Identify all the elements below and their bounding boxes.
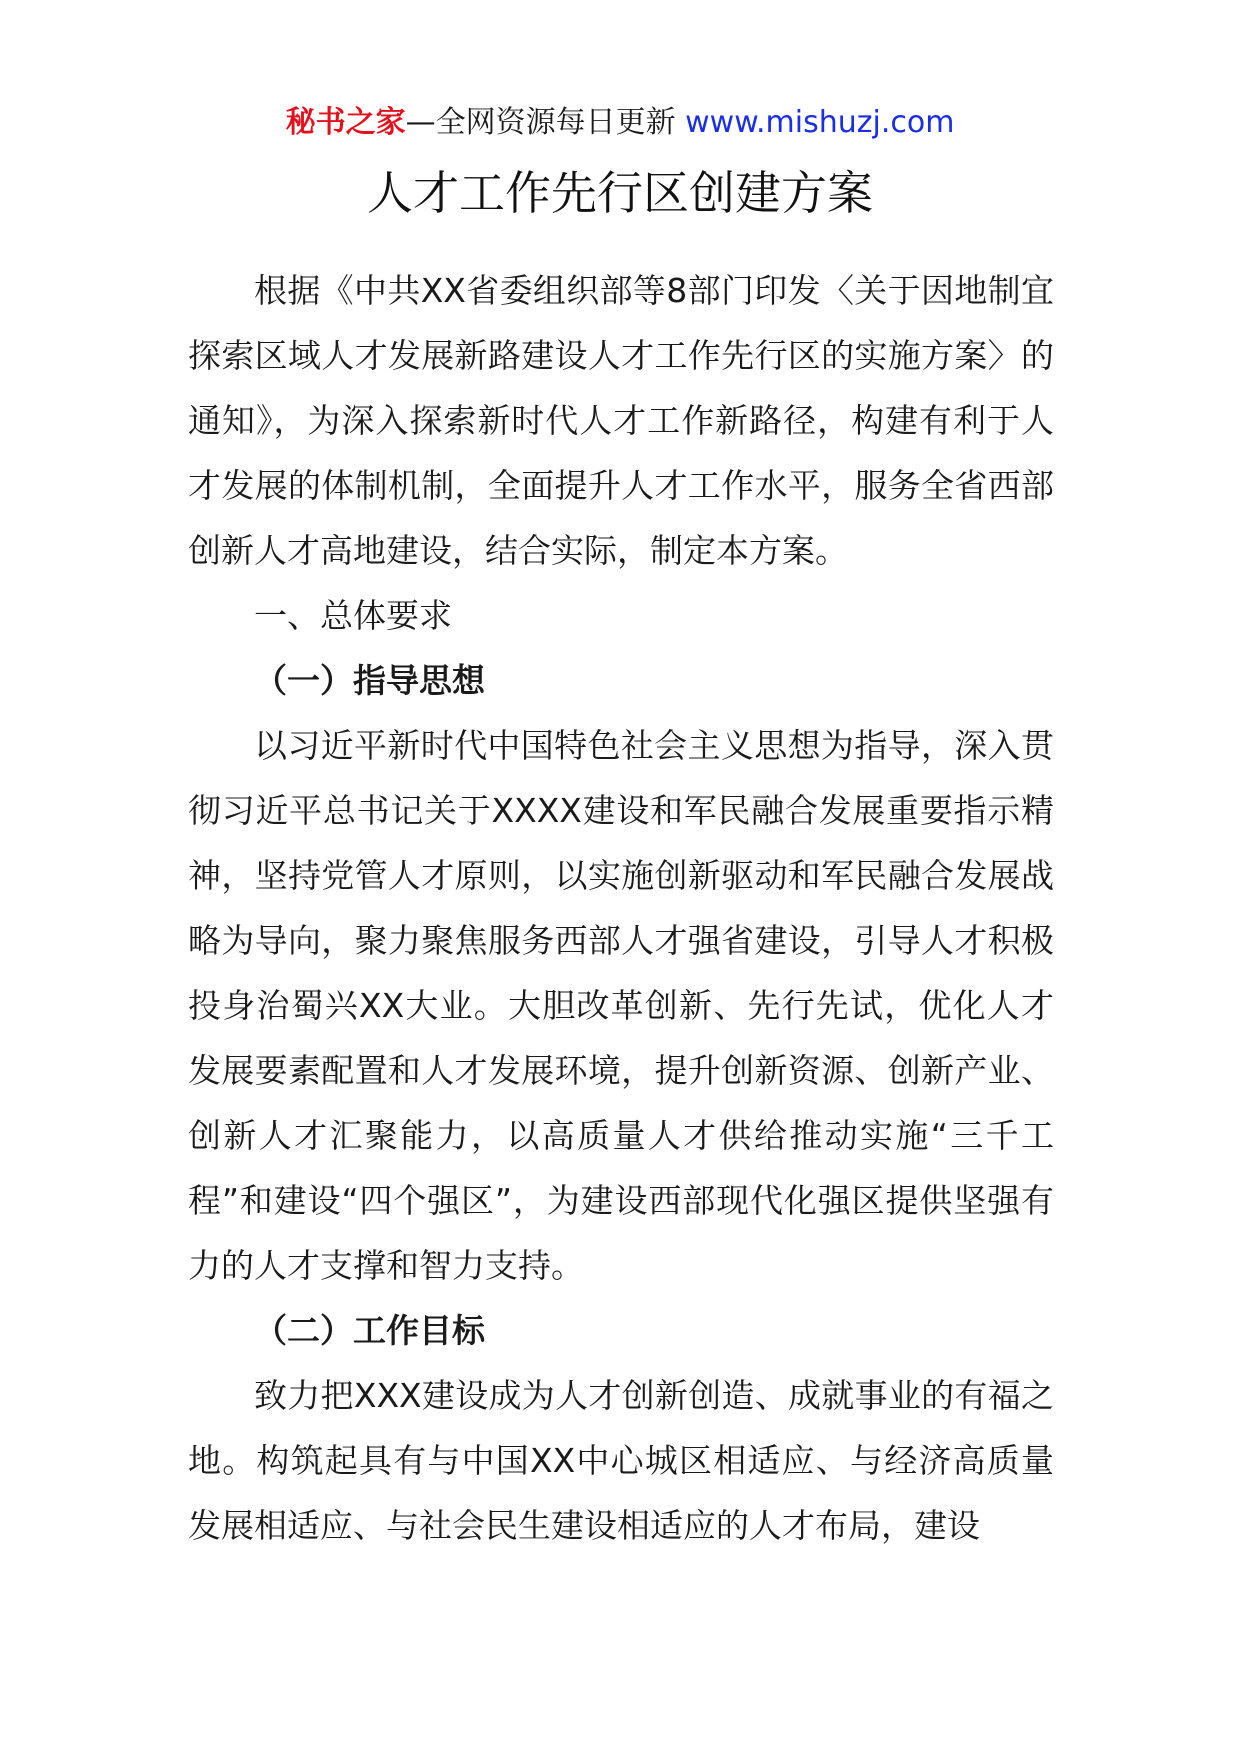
work-goals-paragraph: 致力把XXX建设成为人才创新创造、成就事业的有福之地。构筑起具有与中国XX中心城区相适应、与经济高质量发展相适应、与社会民生建设相适应的人才布局，建设 [188,1376,1054,1545]
document-title: 人才工作先行区创建方案 [367,166,873,220]
guiding-ideology-paragraph: 以习近平新时代中国特色社会主义思想为指导，深入贯彻习近平总书记关于XXXX建设和军民融合发展重要指示精神，坚持党管人才原则，以实施创新驱动和军民融合发展战略为导向，聚力聚焦服务西部人才强省建设，引导人才积极投身治蜀兴XX大业。大胆改革创新、先行先试，优化人才发展要素配置和人才发展环境，提升创新资源、创新产业、创新人才汇聚能力，以高质量人才供给推动实施“三千工程”和建设“四个强区”，为建设西部现代化强区提供坚强有力的人才支撑和智力支持。 [188,726,1054,1285]
subsection-heading-work-goals: （二）工作目标 [254,1311,485,1350]
intro-paragraph: 根据《中共XX省委组织部等8部门印发〈关于因地制宜探索区域人才发展新路建设人才工作先行区的实施方案〉的通知》，为深入探索新时代人才工作新路径，构建有利于人才发展的体制机制，全面提升人才工作水平，服务全省西部创新人才高地建设，结合实际，制定本方案。 [188,271,1054,570]
subsection-heading-guiding-ideology: （一）指导思想 [254,661,485,700]
brand-name: 秘书之家 [285,105,406,140]
site-url-link[interactable]: www.mishuzj.com [685,105,955,140]
site-header [0,100,1240,146]
header-slogan: —全网资源每日更新 [405,105,676,140]
section-heading-1: 一、总体要求 [254,596,452,635]
document-body [188,258,1054,1558]
